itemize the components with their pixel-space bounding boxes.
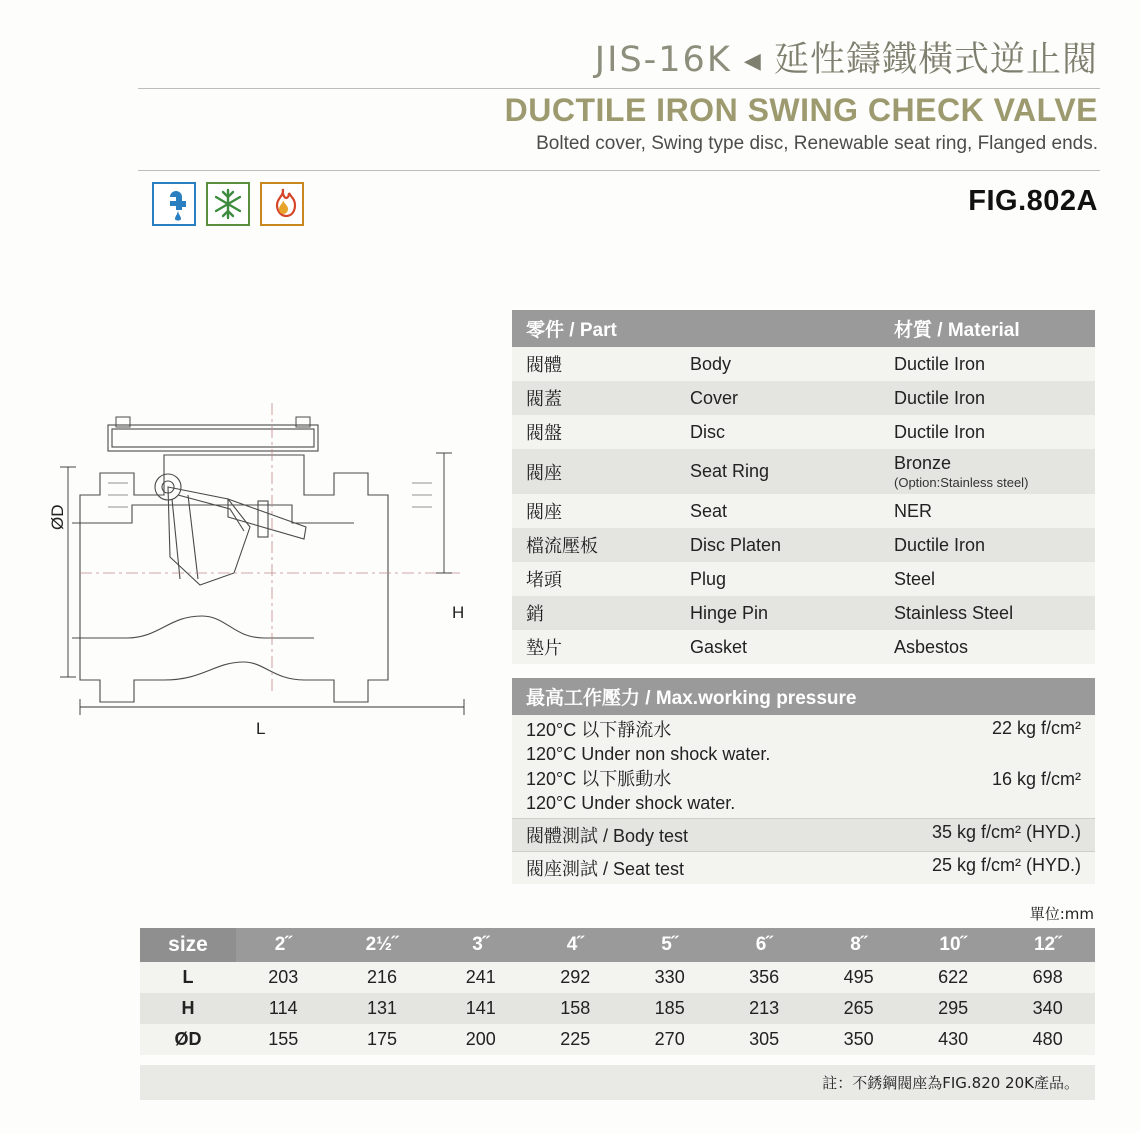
- parts-header-part: 零件 / Part: [512, 310, 880, 347]
- parts-material-table: [512, 310, 1095, 664]
- size-col-header: 10˝: [906, 928, 1000, 962]
- size-cell: 114: [268, 998, 298, 1018]
- part-name-cn: 閥座: [526, 462, 562, 484]
- pressure-values-group: [512, 715, 1095, 818]
- pressure-header: 最高工作壓力 / Max.working pressure: [512, 678, 1095, 715]
- standard-label: JIS-16K: [594, 40, 732, 80]
- header-divider-top: [138, 88, 1100, 89]
- parts-header-material: 材質 / Material: [880, 310, 1095, 347]
- size-row-label: ØD: [140, 1024, 236, 1055]
- size-col-header: 4˝: [528, 928, 622, 962]
- size-cell: 350: [843, 1029, 874, 1049]
- title-chinese-text: 延性鑄鐵橫式逆止閥: [773, 40, 1098, 80]
- size-cell: 270: [654, 1029, 685, 1049]
- table-row: [512, 449, 1095, 494]
- size-col-header: 3˝: [433, 928, 527, 962]
- part-name-en: Seat: [690, 500, 728, 521]
- triangle-marker-icon: ◀: [743, 49, 762, 74]
- part-name-cn: 閥體: [526, 355, 562, 376]
- size-col-header: 2½˝: [330, 928, 433, 962]
- part-name-en: Body: [690, 353, 732, 374]
- part-material-option: (Option:Stainless steel): [894, 475, 1029, 490]
- size-cell: 495: [843, 967, 874, 987]
- size-cell: 241: [465, 967, 496, 987]
- size-cell: 216: [366, 967, 397, 987]
- dimension-label-od: ØD: [48, 504, 67, 530]
- size-table-header-row: [140, 928, 1095, 962]
- water-tap-icon: [152, 182, 196, 226]
- part-name-en: Cover: [690, 387, 739, 408]
- size-row-label: H: [140, 993, 236, 1024]
- page-header: [0, 0, 1140, 250]
- part-material: Ductile Iron: [894, 534, 986, 555]
- pressure-value-2: 16 kg f/cm²: [991, 769, 1081, 789]
- part-material: [880, 449, 1095, 494]
- size-header-corner: size: [140, 928, 236, 962]
- part-name-en: Seat Ring: [690, 461, 770, 481]
- size-cell: 480: [1032, 1029, 1063, 1049]
- part-name-cn: 墊片: [526, 638, 562, 659]
- footnote: 註：不銹鋼閥座為FIG.820 20K產品。: [140, 1065, 1095, 1100]
- part-material: Asbestos: [894, 636, 969, 657]
- part-material: Ductile Iron: [894, 387, 986, 408]
- flame-icon: [260, 182, 304, 226]
- table-row: [512, 528, 1095, 562]
- max-working-pressure-block: [512, 678, 1095, 884]
- size-cell: 131: [366, 998, 397, 1018]
- dimension-label-l: L: [256, 719, 266, 738]
- size-cell: 225: [560, 1029, 591, 1049]
- dimension-label-h: H: [452, 603, 465, 622]
- table-row: [140, 1024, 1095, 1055]
- snowflake-icon: [206, 182, 250, 226]
- pressure-value-1: 22 kg f/cm²: [991, 718, 1081, 738]
- size-cell: 622: [938, 967, 969, 987]
- size-cell: 698: [1032, 967, 1063, 987]
- part-name-cn: 閥座: [526, 502, 562, 523]
- part-name-cn: 堵頭: [526, 570, 562, 591]
- part-name-cn: 閥盤: [526, 423, 562, 444]
- parts-table-header-row: [512, 310, 1095, 347]
- part-name-cn: 檔流壓板: [526, 536, 598, 557]
- dimension-size-table: [140, 928, 1095, 1055]
- part-material-main: Bronze: [894, 453, 952, 473]
- table-row: [512, 630, 1095, 664]
- pressure-line-1-cn: 120°C 以下靜流水: [526, 720, 672, 740]
- size-col-header: 6˝: [717, 928, 811, 962]
- table-row: [512, 494, 1095, 528]
- part-material: NER: [894, 500, 933, 521]
- figure-number: FIG.802A: [968, 185, 1098, 217]
- table-row: [512, 347, 1095, 381]
- body-test-label: 閥體測試 / Body test: [526, 826, 689, 847]
- size-cell: 175: [366, 1029, 397, 1049]
- body-test-value: 35 kg f/cm² (HYD.): [931, 822, 1081, 843]
- valve-cross-section-drawing: [40, 375, 500, 775]
- subtitle: Bolted cover, Swing type disc, Renewable seat ring, Flanged ends.: [536, 133, 1098, 154]
- size-cell: 295: [938, 998, 969, 1018]
- size-cell: 213: [749, 998, 780, 1018]
- seat-test-value: 25 kg f/cm² (HYD.): [931, 855, 1081, 876]
- table-row: [512, 415, 1095, 449]
- table-row: [512, 596, 1095, 630]
- size-cell: 200: [465, 1029, 496, 1049]
- part-name-en: Hinge Pin: [690, 602, 769, 623]
- part-name-cn: 銷: [526, 604, 544, 625]
- seat-test-label: 閥座測試 / Seat test: [526, 859, 685, 880]
- unit-note: 單位:mm: [1029, 905, 1094, 923]
- body-test-row: [512, 818, 1095, 851]
- size-cell: 292: [560, 967, 591, 987]
- size-col-header: 2˝: [236, 928, 330, 962]
- part-name-cn: 閥蓋: [526, 389, 562, 410]
- size-cell: 340: [1032, 998, 1063, 1018]
- part-material: Stainless Steel: [894, 602, 1014, 623]
- part-material: Ductile Iron: [894, 421, 986, 442]
- table-row: [512, 562, 1095, 596]
- part-name-en: Disc Platen: [690, 534, 782, 555]
- seat-test-row: [512, 851, 1095, 884]
- part-name-en: Disc: [690, 421, 725, 442]
- part-material: Ductile Iron: [894, 353, 986, 374]
- size-col-header: 8˝: [811, 928, 905, 962]
- table-row: [140, 993, 1095, 1024]
- pressure-line-1-en: 120°C Under non shock water.: [526, 744, 771, 765]
- size-cell: 305: [749, 1029, 780, 1049]
- size-col-header: 12˝: [1000, 928, 1095, 962]
- size-cell: 155: [268, 1029, 299, 1049]
- table-row: [512, 381, 1095, 415]
- size-cell: 330: [654, 967, 685, 987]
- size-col-header: 5˝: [622, 928, 716, 962]
- size-row-label: L: [140, 962, 236, 993]
- table-row: [140, 962, 1095, 993]
- title-chinese: [595, 32, 1098, 82]
- header-divider-bottom: [138, 170, 1100, 171]
- size-cell: 430: [938, 1029, 969, 1049]
- application-icons: [152, 182, 304, 226]
- pressure-line-2-cn: 120°C 以下脈動水: [526, 768, 672, 789]
- size-cell: 158: [560, 998, 591, 1018]
- size-cell: 203: [268, 967, 299, 987]
- size-cell: 185: [654, 998, 685, 1018]
- part-name-en: Gasket: [690, 636, 748, 657]
- pressure-line-2-en: 120°C Under shock water.: [526, 792, 736, 813]
- size-cell: 356: [749, 967, 780, 987]
- part-material: Steel: [894, 568, 936, 589]
- title-english: DUCTILE IRON SWING CHECK VALVE: [504, 92, 1098, 128]
- part-name-en: Plug: [690, 568, 727, 589]
- size-cell: 141: [465, 998, 496, 1018]
- size-cell: 265: [843, 998, 874, 1018]
